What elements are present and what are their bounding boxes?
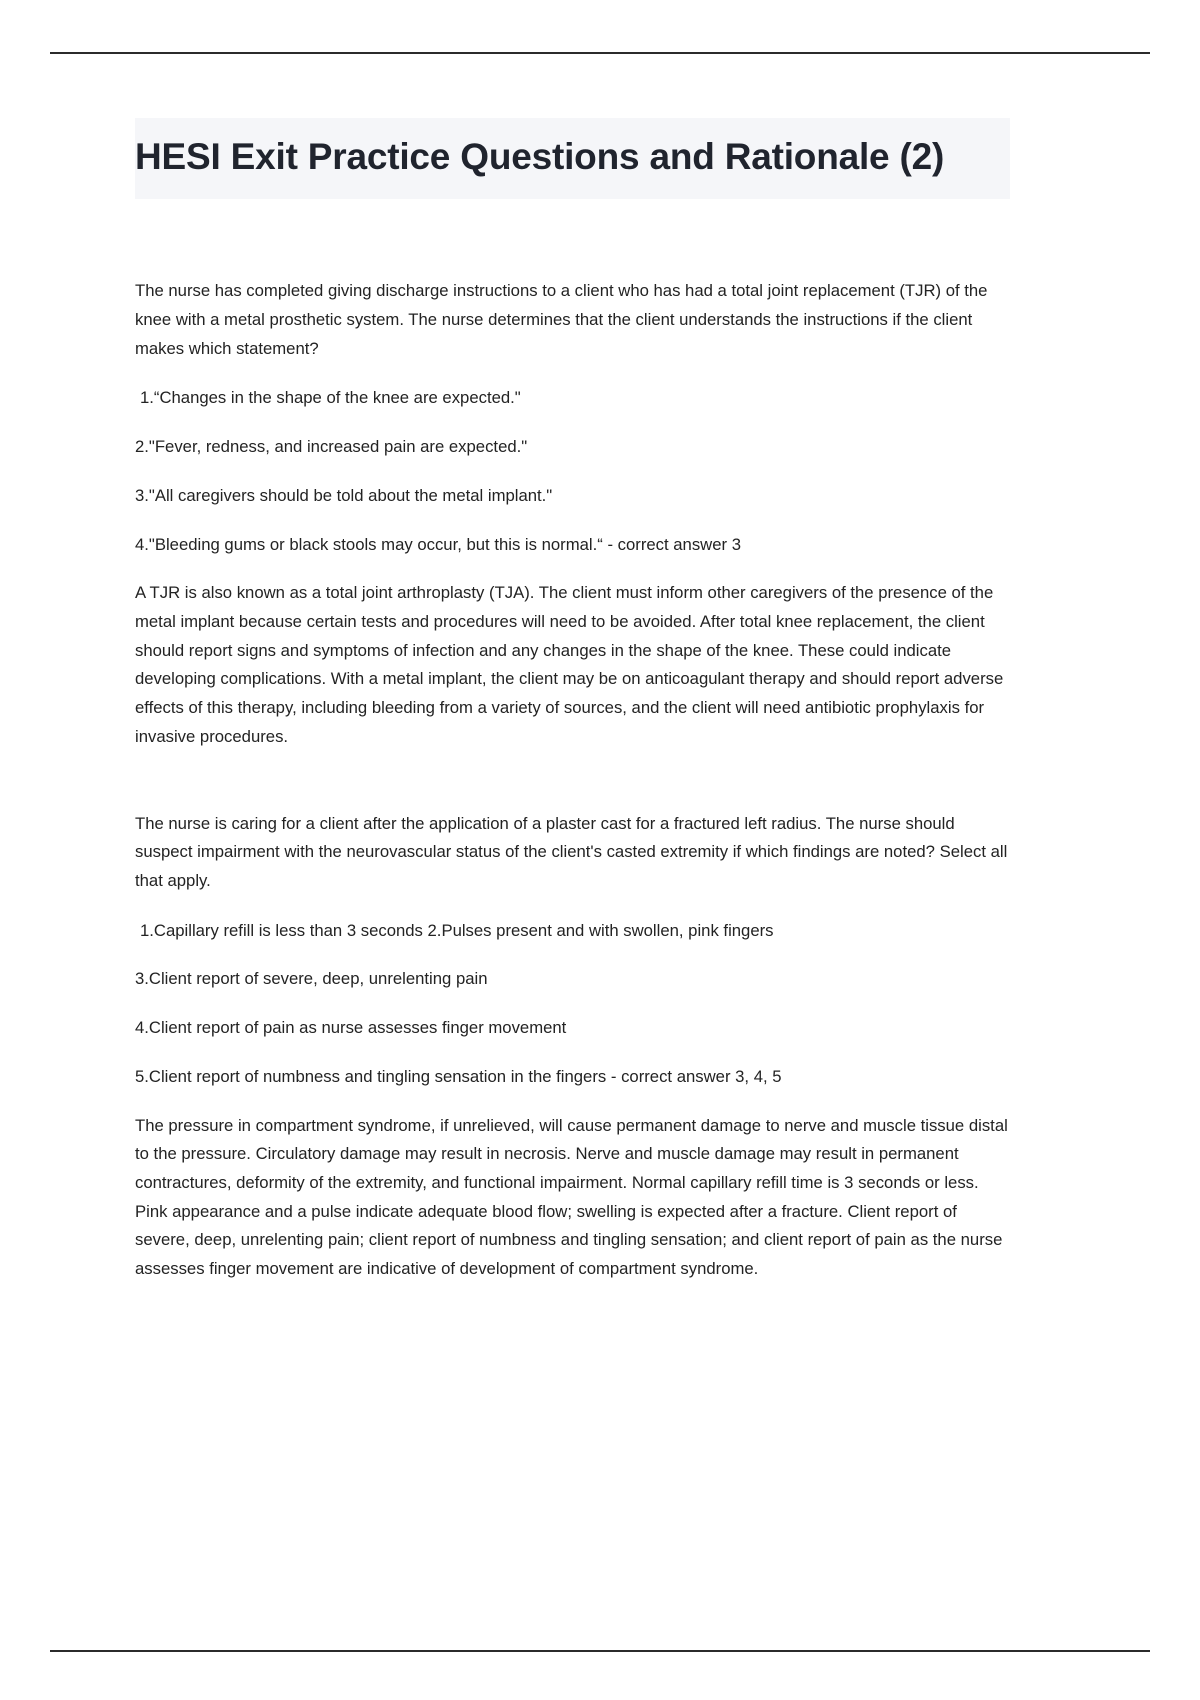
answer-option: 1.“Changes in the shape of the knee are expected." <box>140 388 521 408</box>
question-block-1 <box>135 277 1010 751</box>
answer-option: 3.Client report of severe, deep, unrelenting pain <box>135 969 488 989</box>
answer-option: 1.Capillary refill is less than 3 seconds 2.Pulses present and with swollen, pink fingers <box>140 920 774 940</box>
page-top-rule <box>50 52 1150 54</box>
document-body <box>135 277 1010 1284</box>
answer-option: 3."All caregivers should be told about the metal implant." <box>135 485 553 505</box>
rationale-text: A TJR is also known as a total joint arthroplasty (TJA). The client must inform other caregivers of the presence of the metal implant because certain tests and procedures will need to be avoided. After total knee replacement, the client should report signs and symptoms of infection and any changes in the shape of the knee. These could indicate developing complications. With a metal implant, the client may be on anticoagulant therapy and should report adverse effects of this therapy, including bleeding from a variety of sources, and the client will need antibiotic prophylaxis for invasive procedures. <box>135 583 1004 746</box>
answer-option-correct: 5.Client report of numbness and tingling sensation in the fingers - correct answer 3, 4, 5 <box>135 1066 782 1086</box>
question-separator <box>135 752 1010 810</box>
answer-option: 4.Client report of pain as nurse assesses finger movement <box>135 1018 567 1038</box>
rationale-text: The pressure in compartment syndrome, if unrelieved, will cause permanent damage to nerve and muscle tissue distal to the pressure. Circulatory damage may result in necrosis. Nerve and muscle damage may result in permanent contractures, deformity of the extremity, and functional impairment. Normal capillary refill time is 3 seconds or less. Pink appearance and a pulse indicate adequate blood flow; swelling is expected after a fracture. Client report of severe, deep, unrelenting pain; client report of numbness and tingling sensation; and client report of pain as the nurse assesses finger movement are indicative of development of compartment syndrome. <box>135 1115 1008 1279</box>
answer-option: 2."Fever, redness, and increased pain are expected." <box>135 437 528 457</box>
page-bottom-rule <box>50 1650 1150 1652</box>
question-stem: The nurse has completed giving discharge instructions to a client who has had a total joint replacement (TJR) of the knee with a metal prosthetic system. The nurse determines that the client understands the instructions if the client makes which statement? <box>135 281 988 358</box>
answer-option-correct: 4."Bleeding gums or black stools may occur, but this is normal.“ - correct answer 3 <box>135 534 741 554</box>
question-stem: The nurse is caring for a client after the application of a plaster cast for a fractured left radius. The nurse should suspect impairment with the neurovascular status of the client's casted extremity if which findings are noted? Select all that apply. <box>135 813 1008 890</box>
document-content <box>135 118 1010 1284</box>
page-title: HESI Exit Practice Questions and Rationale (2) <box>135 118 1010 199</box>
question-block-2 <box>135 810 1010 1284</box>
